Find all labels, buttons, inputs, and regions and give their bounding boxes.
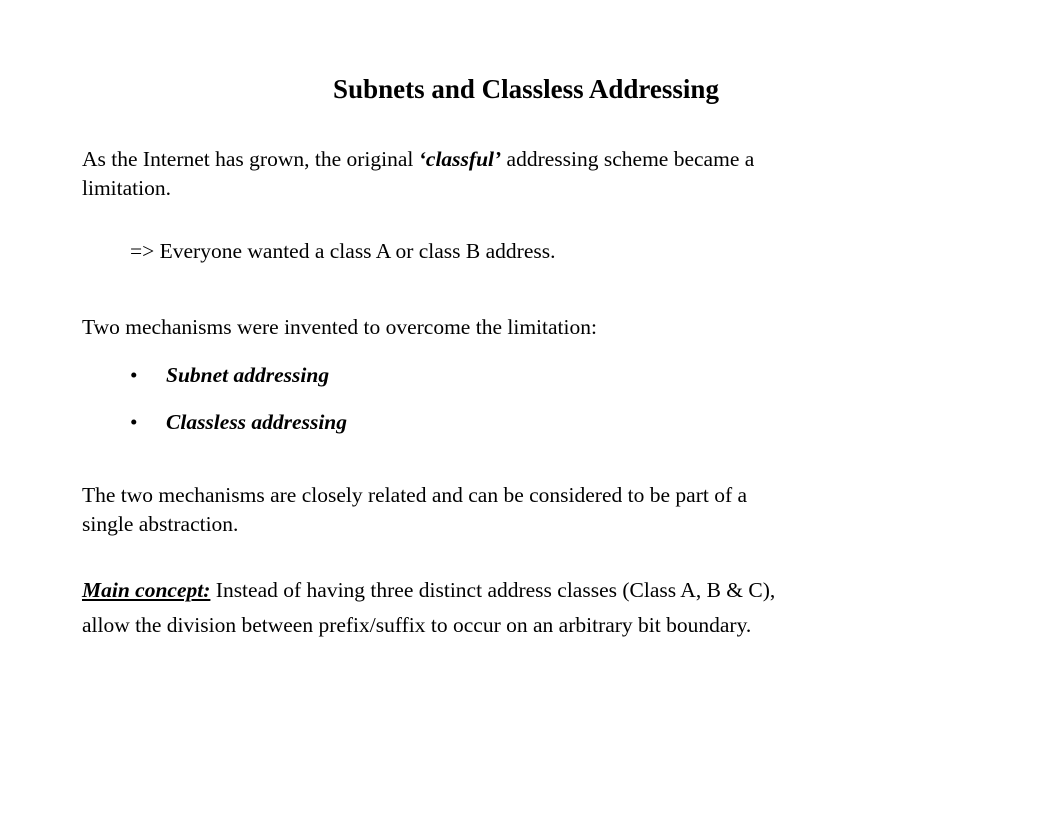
related-paragraph [82,481,982,539]
bullet-label: Subnet addressing [166,363,330,387]
intro-text-start: As the Internet has grown, the original [82,147,419,171]
arrow-note: => Everyone wanted a class A or class B address. [130,239,556,263]
bullet-subnet-addressing [130,361,329,390]
main-concept-text: Instead of having three distinct address classes (Class A, B & C), [210,578,776,602]
intro-line-1 [82,145,982,174]
bullet-marker: • [130,410,138,434]
main-concept-line-2: allow the division between prefix/suffix to occur on an arbitrary bit boundary. [82,613,752,637]
bullet-marker: • [130,363,138,387]
mechanisms-intro: Two mechanisms were invented to overcome the limitation: [82,315,597,339]
intro-paragraph [82,145,982,203]
main-concept-paragraph [82,576,982,640]
bullet-classless-addressing [130,408,347,437]
intro-line-2: limitation. [82,176,171,200]
main-concept-label: Main concept: [82,578,211,602]
main-concept-line-1 [82,576,982,605]
intro-text-end: addressing scheme became a [501,147,755,171]
related-line-1: The two mechanisms are closely related and can be considered to be part of a [82,483,748,507]
classful-emphasis: ‘classful’ [418,147,502,171]
bullet-label: Classless addressing [166,410,347,434]
slide-title: Subnets and Classless Addressing [333,74,719,104]
related-line-2: single abstraction. [82,512,239,536]
